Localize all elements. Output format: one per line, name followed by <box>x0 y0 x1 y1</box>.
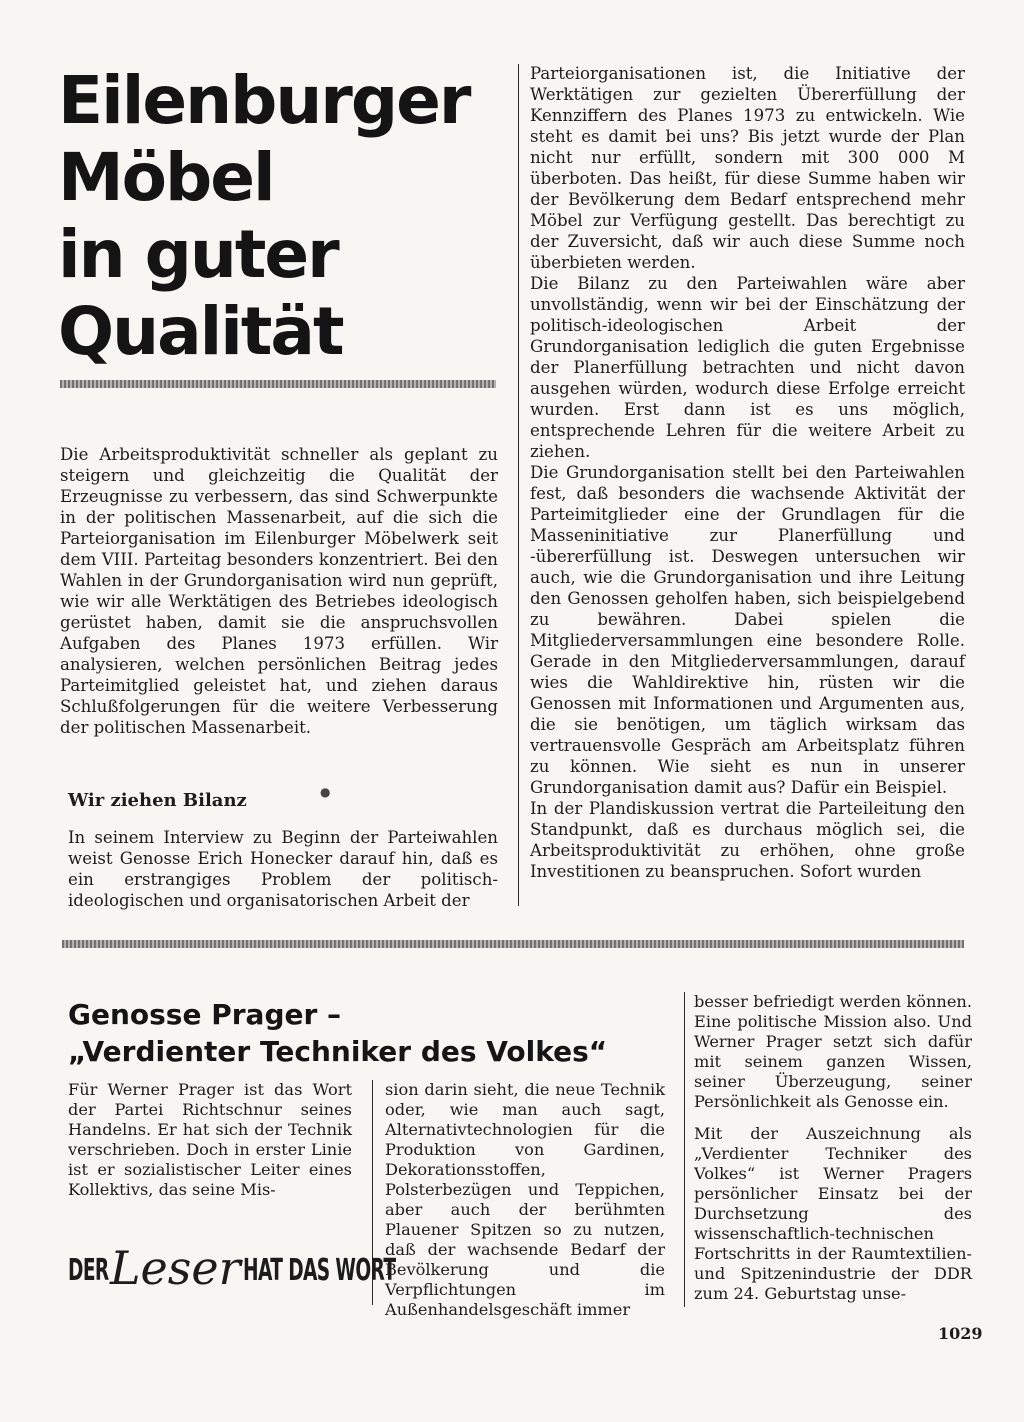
headline-line: Eilenburger <box>58 62 470 139</box>
article1-column-right <box>530 63 965 882</box>
body-paragraph: Für Werner Prager ist das Wort der Partei Richtschnur seines Handelns. Er hat sich der Technik verschrieben. Doch in erster Linie ist er sozialistischer Leiter eines Kollektivs, das seine Mis- <box>68 1080 352 1199</box>
headline-eilenburger <box>58 62 498 370</box>
decorative-rule-top <box>60 380 496 388</box>
headline-line: Genosse Prager – <box>68 998 342 1031</box>
page-number: 1029 <box>938 1324 983 1343</box>
column-divider <box>684 992 685 1307</box>
article2-column-3 <box>694 992 972 1304</box>
body-paragraph: Mit der Auszeichnung als „Verdienter Techniker des Volkes“ ist Werner Pragers persönlicher Einsatz bei der Durchsetzung des wissenschaftlich-technischen Fortschritts in der Raumtextilien- und Spitzenindustrie der DDR zum 24. Geburtstag unse- <box>694 1124 972 1303</box>
headline-prager <box>68 996 607 1070</box>
body-paragraph: Parteiorganisationen ist, die Initiative der Werktätigen zur gezielten Übererfüllung der Kennziffern des Planes 1973 zu entwickeln. Wie steht es damit bei uns? Bis jetzt wurde der Plan nicht nur erfüllt, sondern mit 300 000 M überboten. Das heißt, für diese Summe haben wir der Bevölkerung dem Bedarf entsprechend mehr Möbel zur Verfügung gestellt. Das berechtigt zu der Zuversicht, daß wir auch diese Summe noch überbieten werden. <box>530 64 965 272</box>
headline-line: Möbel <box>58 139 274 216</box>
article1-column-left-2 <box>68 827 498 911</box>
intro-paragraph: Die Arbeitsproduktivität schneller als geplant zu steigern und gleichzeitig die Qualität der Erzeugnisse zu verbessern, das sind Schwerpunkte in der politischen Massenarbeit, auf die sich die Parteiorganisation im Eilenburger Möbelwerk seit dem VIII. Parteitag besonders konzentriert. Bei den Wahlen in der Grundorganisation wird nun geprüft, wie wir alle Werktätigen des Betriebes ideologisch gerüstet haben, damit sie die anspruchsvollen Aufgaben des Planes 1973 erfüllen. Wir analysieren, welchen persönlichen Beitrag jedes Parteimitglied geleistet hat, und ziehen daraus Schlußfolgerungen für die weitere Verbesserung der politischen Massenarbeit. <box>60 445 498 737</box>
article2-column-1 <box>68 1080 352 1200</box>
article2-column-2 <box>385 1080 665 1320</box>
headline-line: „Verdienter Techniker des Volkes“ <box>68 1035 608 1068</box>
article1-column-left <box>60 444 498 738</box>
logo-hat-das-wort-text: HAT DAS WORT <box>242 1253 396 1288</box>
decorative-rule-middle <box>62 940 964 948</box>
body-paragraph: In seinem Interview zu Beginn der Parteiwahlen weist Genosse Erich Honecker darauf hin, daß es ein erstrangiges Problem der politisch-ideologischen und organisatorischen Arbeit der <box>68 828 498 910</box>
leser-hat-das-wort-logo <box>68 1241 396 1295</box>
body-paragraph: sion darin sieht, die neue Technik oder, wie man auch sagt, Alternativtechnologien für die Produktion von Gardinen, Dekorationsstoffen, Polsterbezügen und Teppichen, aber auch der berühmten Plauener Spitzen so zu nutzen, daß der wachsende Bedarf der Bevölkerung und die Verpflichtungen im Außenhandelsgeschäft immer <box>385 1080 665 1319</box>
body-paragraph: Die Grundorganisation stellt bei den Parteiwahlen fest, daß besonders die wachsende Aktivität der Parteimitglieder eine der Grundlagen für die Masseninitiative zur Planerfüllung und -übererfüllung ist. Deswegen untersuchen wir auch, wie die Grundorganisation und ihre Leitung den Genossen geholfen haben, sich beispielgebend zu bewähren. Dabei spielen die Mitgliederversammlungen eine besondere Rolle. Gerade in den Mitgliederversammlungen, darauf wies die Wahldirektive hin, rüsten wir die Genossen mit Informationen und Argumenten aus, die sie benötigen, um täglich wirksam das vertrauensvolle Gespräch am Arbeitsplatz führen zu können. Wie sieht es nun in unserer Grundorganisation damit aus? Dafür ein Beispiel. <box>530 463 965 797</box>
bullet-mark: ● <box>320 785 331 799</box>
subhead-bilanz: Wir ziehen Bilanz <box>68 790 247 811</box>
headline-line: Qualität <box>58 293 343 370</box>
logo-script-text: Leser <box>110 1241 241 1295</box>
body-paragraph: besser befriedigt werden können. Eine politische Mission also. Und Werner Prager setzt sich dafür mit seinem ganzen Wissen, seiner Überzeugung, seiner Persönlichkeit als Genosse ein. <box>694 992 972 1111</box>
body-paragraph: Die Bilanz zu den Parteiwahlen wäre aber unvollständig, wenn wir bei der Einschätzung der politisch-ideologischen Arbeit der Grundorganisation lediglich die guten Ergebnisse der Planerfüllung betrachten und nicht davon ausgehen würden, wodurch diese Erfolge erreicht wurden. Erst dann ist es uns möglich, entsprechende Lehren für die weitere Arbeit zu ziehen. <box>530 274 965 461</box>
column-divider <box>518 64 519 906</box>
headline-line: in guter <box>58 216 338 293</box>
body-paragraph: In der Plandiskussion vertrat die Parteileitung den Standpunkt, daß es durchaus möglich sei, die Arbeitsproduktivität zu erhöhen, ohne große Investitionen zu beanspruchen. Sofort wurden <box>530 799 965 881</box>
logo-der-text: DER <box>68 1253 109 1288</box>
